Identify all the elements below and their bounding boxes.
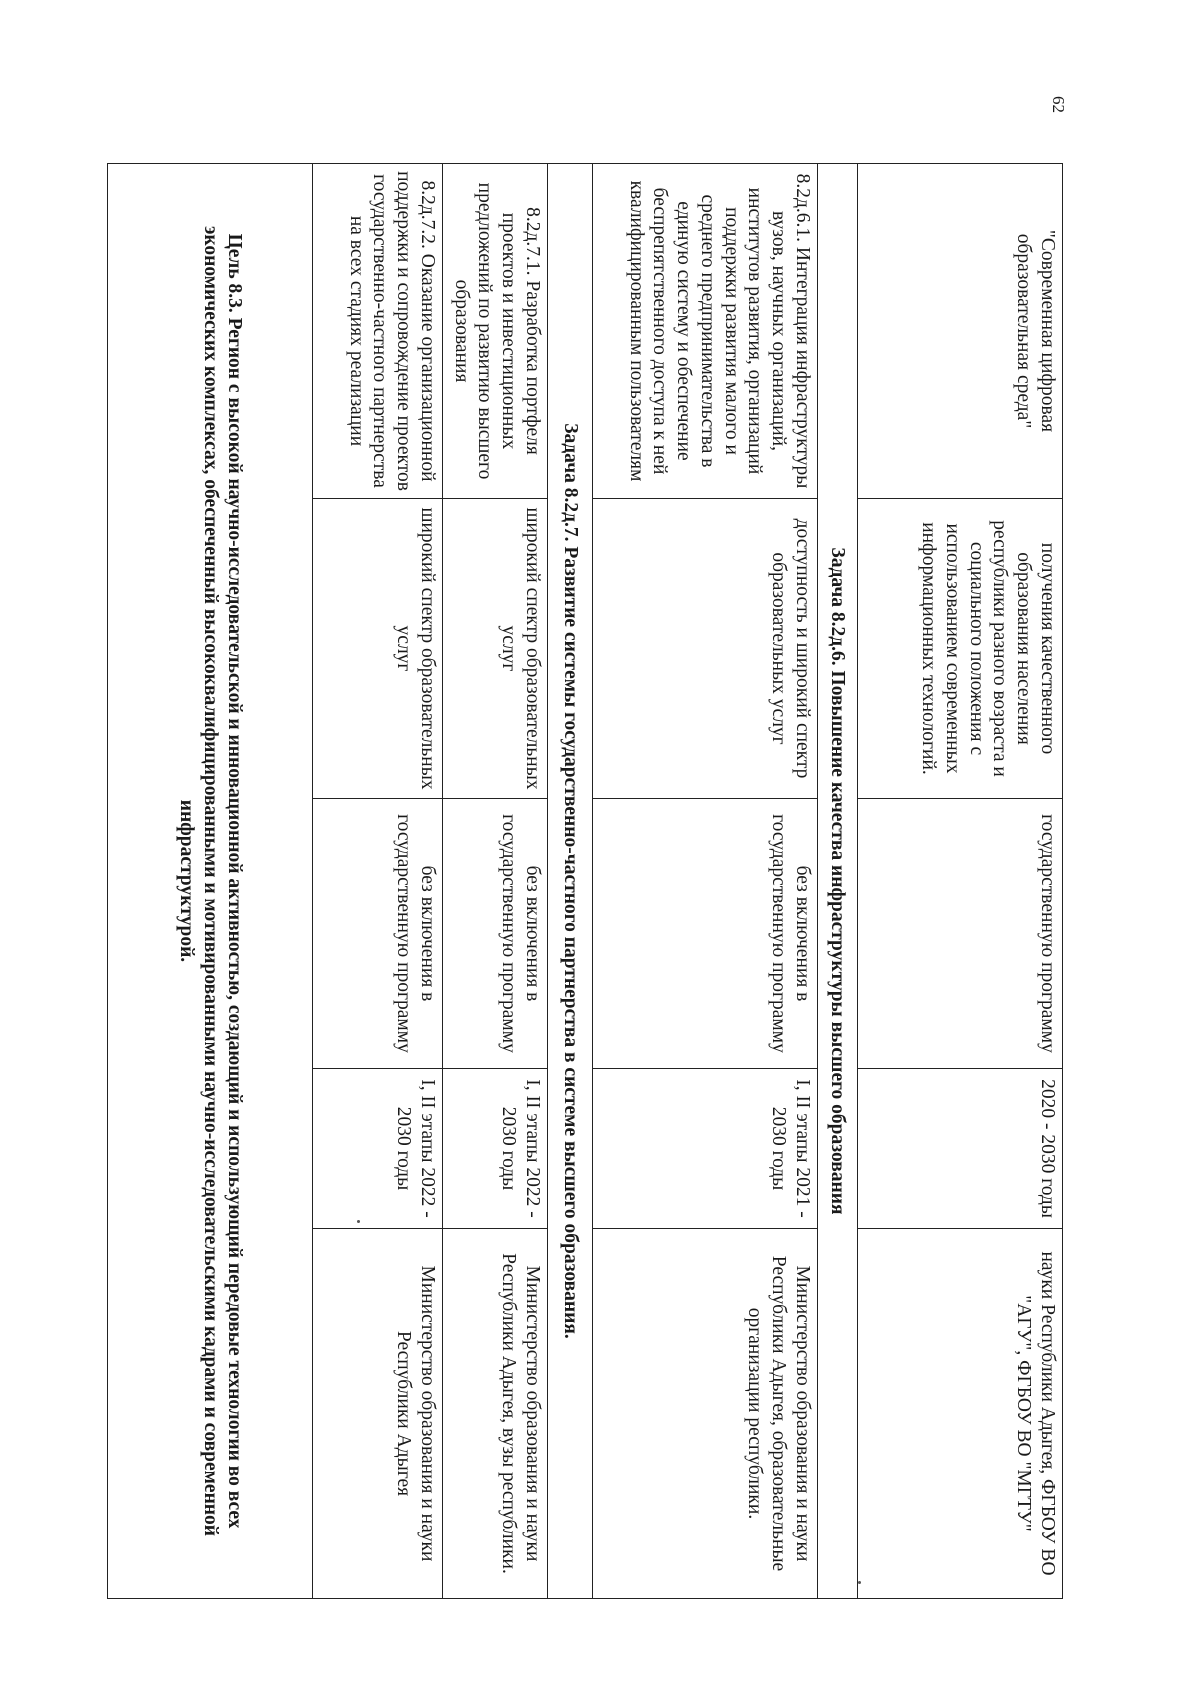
table-row [443,164,548,1599]
goal-heading: Цель 8.3. Регион с высокой научно-исследовательской и инновационной активностью, создающий и использующий передовые технологии во всех экономических комплексах, обеспеченный высококвалифицированными и мотивированными научно-исследовательскими кадрами и современной инфраструктурой. [108,164,313,1599]
expected-result-cell: доступность и широкий спектр образовательных услуг [593,499,818,799]
goal-row [108,164,313,1599]
term-cell: 2020 - 2030 годы [858,1069,1063,1229]
implementation-mode-cell: без включения в государственную программу [313,799,443,1069]
implementation-mode-cell: без включения в государственную программу [593,799,818,1069]
implementation-mode-cell: государственную программу [858,799,1063,1069]
measure-name-cell: "Современная цифровая образовательная среда" [858,164,1063,499]
expected-result-cell: широкий спектр образовательных услуг [443,499,548,799]
expected-result-cell: широкий спектр образовательных услуг [313,499,443,799]
measure-name-cell: 8.2д.7.1. Разработка портфеля проектов и инвестиционных предложений по развитию высшего образования [443,164,548,499]
expected-result-cell: получения качественного образования населения республики разного возраста и социального положения с использованием современных информационных технологий. [858,499,1063,799]
executor-cell: науки Республики Адыгея, ФГБОУ ВО "АГУ", ФГБОУ ВО "МГТУ" [858,1229,1063,1599]
term-cell: I, II этапы 2022 - 2030 годы [443,1069,548,1229]
page-number: 62 [1049,96,1068,113]
scan-speck [858,1581,861,1584]
task-heading: Задача 8.2д.7. Развитие системы государственно-частного партнерства в системе высшего образования. [548,164,593,1599]
term-cell: I, II этапы 2021 - 2030 годы [593,1069,818,1229]
task-heading-row [548,164,593,1599]
executor-cell: Министерство образования и науки Республики Адыгея [313,1229,443,1599]
term-cell: I, II этапы 2022 - 2030 годы [313,1069,443,1229]
executor-cell: Министерство образования и науки Республики Адыгея, образовательные организации республики. [593,1229,818,1599]
table-row [858,164,1063,1599]
executor-cell: Министерство образования и науки Республики Адыгея, вузы республики. [443,1229,548,1599]
plan-table [107,163,1063,1599]
table-row [313,164,443,1599]
measure-name-cell: 8.2д.7.2. Оказание организационной поддержки и сопровождение проектов государственно-частного партнерства на всех стадиях реализации [313,164,443,499]
table-row [593,164,818,1599]
scan-speck [357,1220,360,1223]
measure-name-cell: 8.2д.6.1. Интеграция инфраструктуры вузов, научных организаций, институтов развития, организаций поддержки развития малого и среднего предпринимательства в единую систему и обеспечение беспрепятственного доступа к ней квалифицированным пользователям [593,164,818,499]
implementation-mode-cell: без включения в государственную программу [443,799,548,1069]
task-heading-row [818,164,858,1599]
task-heading: Задача 8.2д.6. Повышение качества инфраструктуры высшего образования [818,164,858,1599]
rotated-table-container [108,163,1063,1598]
